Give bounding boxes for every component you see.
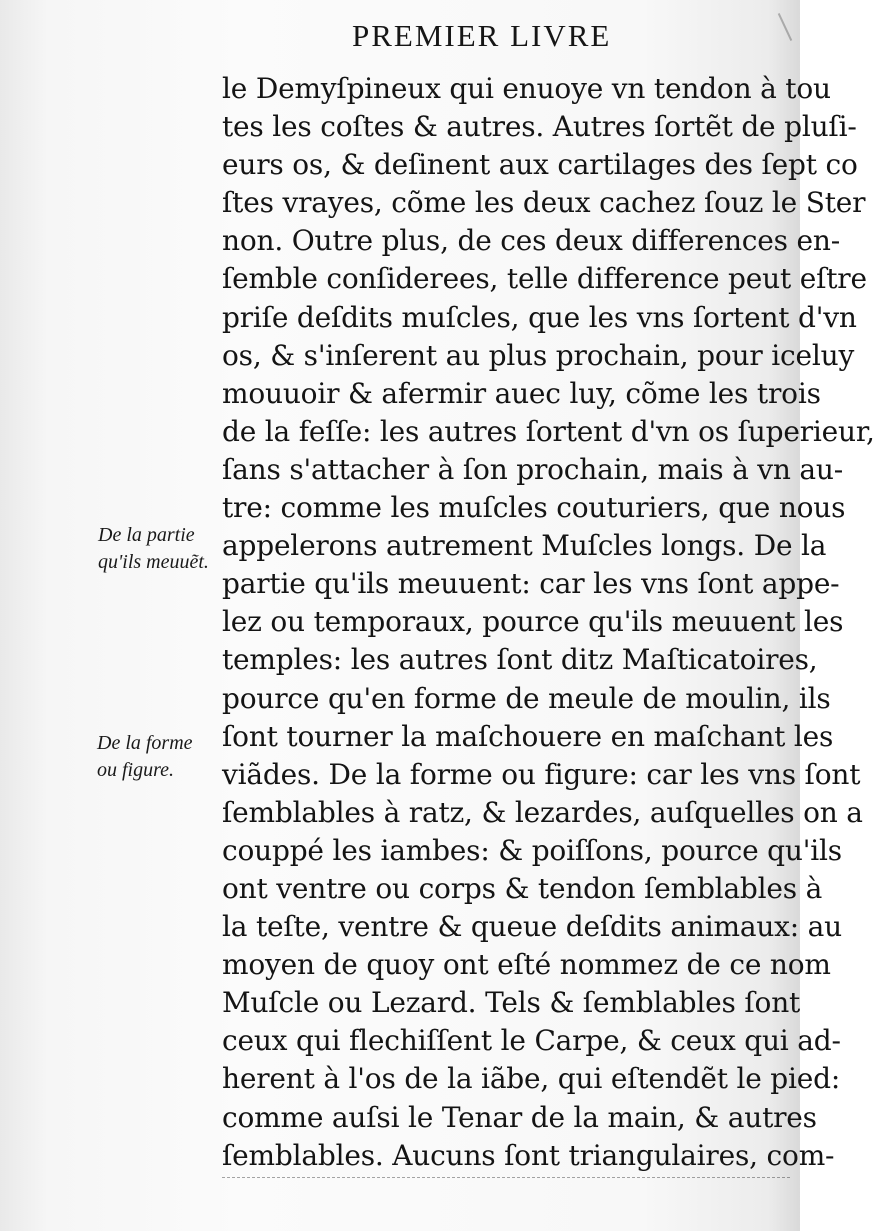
text-line: le Demyſpineux qui enuoye vn tendon à tou: [222, 72, 831, 105]
margin-note-partie: [98, 522, 209, 576]
text-line: appelerons autrement Muſcles longs. De la: [222, 529, 827, 563]
text-line: ſemblables à ratz, & lezardes, auſquelles on a: [222, 795, 863, 829]
text-line: tre: comme les muſcles couturiers, que nous: [222, 491, 846, 525]
text-line: non. Outre plus, de ces deux differences en-: [222, 224, 840, 258]
text-line: mouuoir & afermir auec luy, cõme les trois: [222, 376, 821, 410]
text-line: ſont tourner la maſchouere en maſchant les: [222, 719, 834, 753]
text-line: ceux qui flechiſſent le Carpe, & ceux qui ad-: [222, 1024, 841, 1058]
text-line: eurs os, & deſinent aux cartilages des ſept co: [222, 148, 858, 182]
body-text-column: [222, 70, 875, 1178]
text-line: temples: les autres ſont ditz Maſticatoires,: [222, 643, 818, 677]
text-line: de la feſſe: les autres ſortent d'vn os ſuperieur,: [222, 414, 875, 448]
text-line: comme auſsi le Tenar de la main, & autres: [222, 1100, 817, 1134]
text-line: ſemblables. Aucuns ſont triangulaires, com-: [222, 1137, 790, 1178]
margin-note-line: De la forme: [97, 732, 193, 754]
margin-mark: [778, 13, 792, 41]
text-line: ſtes vrayes, cõme les deux cachez ſouz le Ster: [222, 186, 866, 220]
text-line: ont ventre ou corps & tendon ſemblables à: [222, 871, 823, 905]
margin-note-line: ou figure.: [97, 759, 175, 781]
text-line: pource qu'en forme de meule de moulin, ils: [222, 681, 831, 715]
text-line: ſemble conſiderees, telle difference peut eſtre: [222, 262, 867, 296]
text-line: la teſte, ventre & queue deſdits animaux: au: [222, 910, 843, 944]
margin-note-line: qu'ils meuuẽt.: [98, 551, 209, 573]
text-line: couppé les iambes: & poiſſons, pource qu'ils: [222, 833, 842, 867]
text-line: partie qu'ils meuuent: car les vns ſont appe-: [222, 567, 840, 601]
text-line: ſans s'attacher à ſon prochain, mais à vn au-: [222, 452, 844, 486]
text-line: Muſcle ou Lezard. Tels & ſemblables ſont: [222, 986, 801, 1020]
text-line: tes les coſtes & autres. Autres ſortẽt de pluſi-: [222, 110, 857, 144]
text-line: herent à l'os de la iãbe, qui eſtendẽt le pied:: [222, 1062, 841, 1096]
margin-note-forme: [97, 730, 193, 784]
text-line: moyen de quoy ont eſté nommez de ce nom: [222, 948, 831, 982]
margin-note-line: De la partie: [98, 524, 195, 546]
text-line: priſe deſdits muſcles, que les vns ſortent d'vn: [222, 300, 857, 334]
running-head: PREMIER LIVRE: [352, 18, 612, 53]
text-line: lez ou temporaux, pource qu'ils meuuent les: [222, 605, 844, 639]
text-line: viãdes. De la forme ou figure: car les vns ſont: [222, 757, 861, 791]
text-line: os, & s'inſerent au plus prochain, pour iceluy: [222, 338, 855, 372]
